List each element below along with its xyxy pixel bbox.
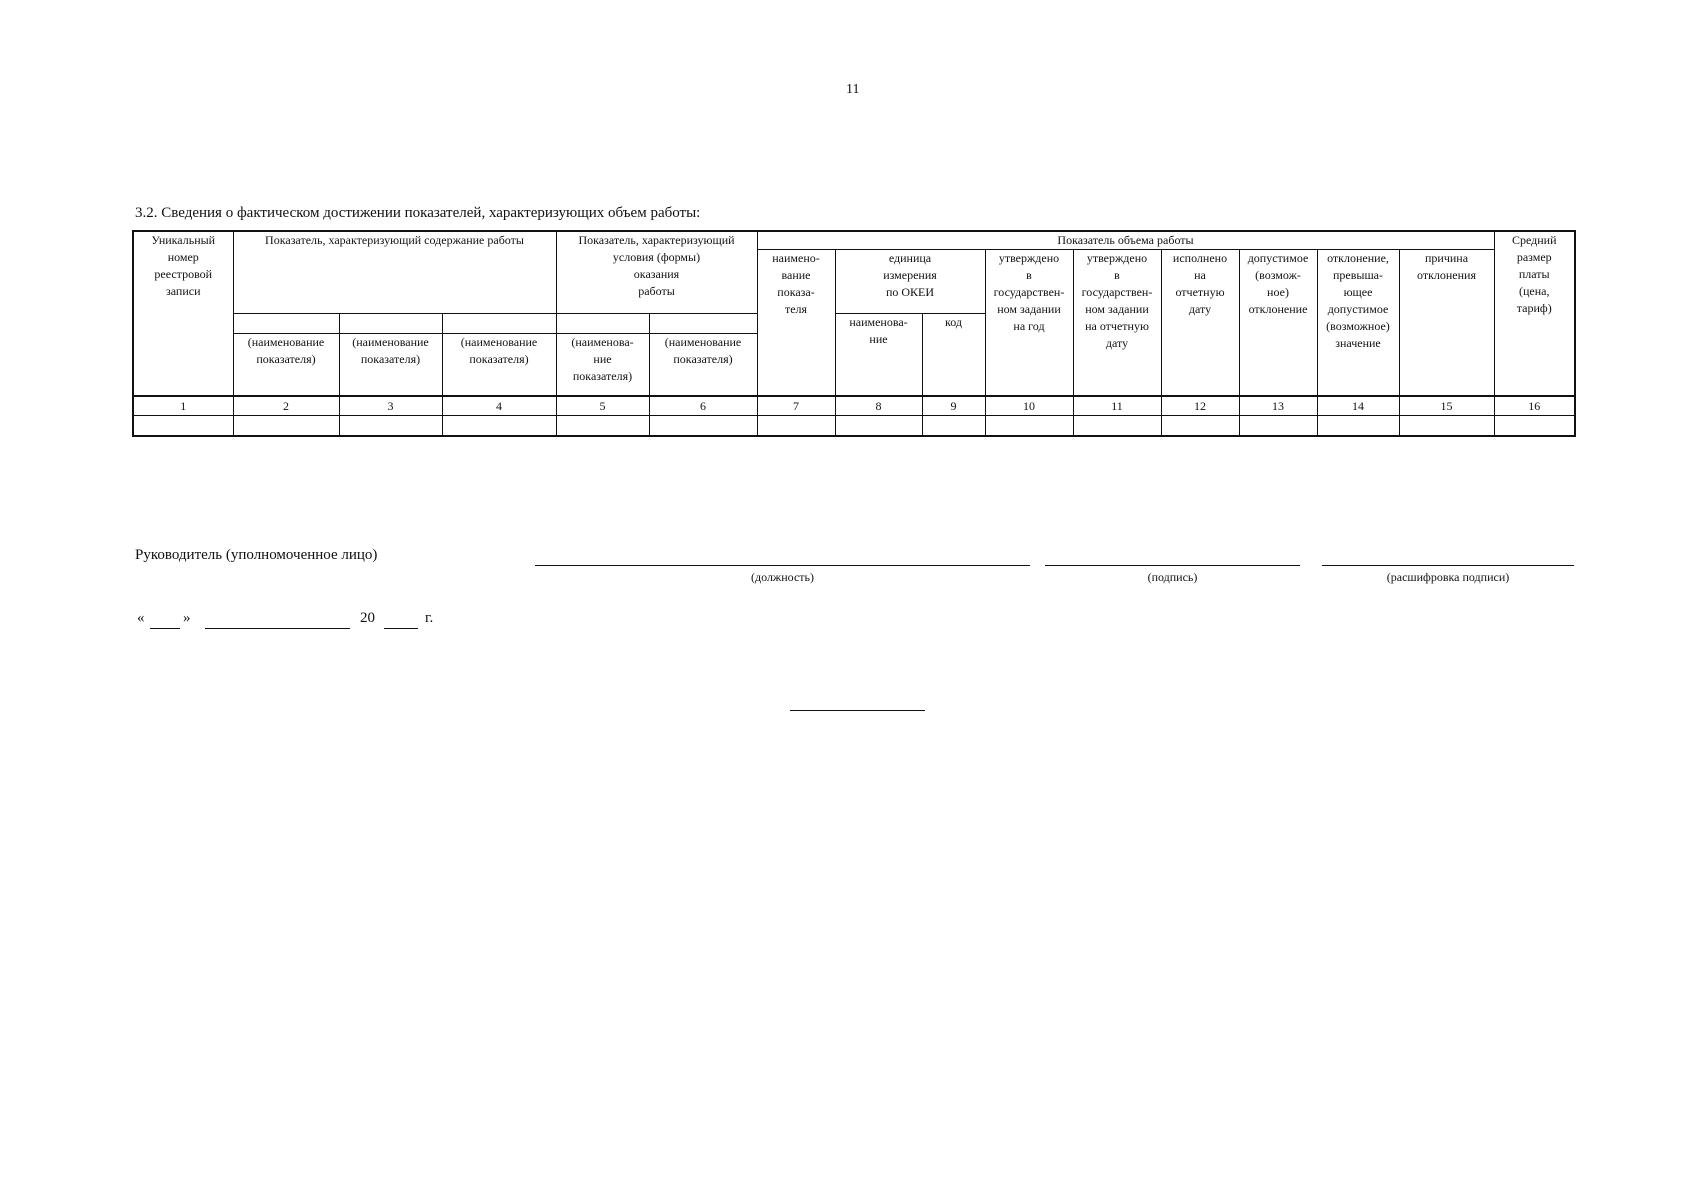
data-cell[interactable]	[133, 416, 233, 437]
header-unique-record-number: Уникальный номер реестровой записи	[133, 231, 233, 396]
data-cell[interactable]	[1161, 416, 1239, 437]
data-cell[interactable]	[339, 416, 442, 437]
column-number: 13	[1239, 396, 1317, 416]
data-cell[interactable]	[233, 416, 339, 437]
indicator-blank-cell	[649, 314, 757, 334]
date-month-field[interactable]	[205, 628, 350, 629]
date-year-prefix: 20	[360, 610, 375, 626]
header-approved-year: утверждено в государствен- ном задании на год	[985, 250, 1073, 397]
column-number: 1	[133, 396, 233, 416]
header-deviation-reason: причина отклонения	[1399, 250, 1494, 397]
indicator-blank-cell	[442, 314, 556, 334]
indicator-name-label: (наименование показателя)	[339, 334, 442, 397]
data-cell[interactable]	[1239, 416, 1317, 437]
position-field[interactable]	[535, 565, 1030, 566]
data-cell[interactable]	[1073, 416, 1161, 437]
header-content-indicator: Показатель, характеризующий содержание работы	[233, 231, 556, 314]
column-number: 11	[1073, 396, 1161, 416]
indicator-blank-cell	[339, 314, 442, 334]
header-unit-name: наименова- ние	[835, 314, 922, 397]
header-indicator-name: наимено- вание показа- теля	[757, 250, 835, 397]
footnote-divider	[790, 710, 925, 711]
signature-caption: Руководитель (уполномоченное лицо)	[135, 547, 378, 563]
header-unit-code: код	[922, 314, 985, 397]
work-volume-table	[132, 230, 1576, 437]
header-volume-indicator: Показатель объема работы	[757, 231, 1494, 250]
signature-decoding-field[interactable]	[1322, 565, 1574, 566]
data-cell[interactable]	[649, 416, 757, 437]
indicator-name-label: (наименование показателя)	[233, 334, 339, 397]
indicator-blank-cell	[556, 314, 649, 334]
data-cell[interactable]	[835, 416, 922, 437]
column-number: 6	[649, 396, 757, 416]
data-cell[interactable]	[757, 416, 835, 437]
data-cell[interactable]	[985, 416, 1073, 437]
indicator-name-label: (наименова- ние показателя)	[556, 334, 649, 397]
data-cell[interactable]	[442, 416, 556, 437]
date-day-field[interactable]	[150, 628, 180, 629]
signature-decoding-label: (расшифровка подписи)	[1386, 570, 1510, 584]
date-close-quote: »	[183, 610, 191, 626]
column-number: 15	[1399, 396, 1494, 416]
column-number: 16	[1494, 396, 1575, 416]
column-number: 5	[556, 396, 649, 416]
header-excess-deviation: отклонение, превыша- ющее допустимое (возможное) значение	[1317, 250, 1399, 397]
column-number: 7	[757, 396, 835, 416]
header-unit-okei: единица измерения по ОКЕИ	[835, 250, 985, 314]
date-year-suffix: г.	[425, 610, 434, 626]
position-label: (должность)	[751, 570, 814, 584]
column-number: 14	[1317, 396, 1399, 416]
table-row	[133, 416, 1575, 437]
column-number: 4	[442, 396, 556, 416]
header-conditions-indicator: Показатель, характеризующий условия (формы) оказания работы	[556, 231, 757, 314]
section-title: 3.2. Сведения о фактическом достижении показателей, характеризующих объем работы:	[135, 205, 701, 221]
header-allowed-deviation: допустимое (возмож- ное) отклонение	[1239, 250, 1317, 397]
data-cell[interactable]	[556, 416, 649, 437]
date-open-quote: «	[137, 610, 145, 626]
column-number: 8	[835, 396, 922, 416]
indicator-name-label: (наименование показателя)	[442, 334, 556, 397]
header-approved-date: утверждено в государствен- ном задании на отчетную дату	[1073, 250, 1161, 397]
column-number: 9	[922, 396, 985, 416]
column-number: 12	[1161, 396, 1239, 416]
date-year-field[interactable]	[384, 628, 418, 629]
data-cell[interactable]	[1317, 416, 1399, 437]
data-cell[interactable]	[922, 416, 985, 437]
data-cell[interactable]	[1399, 416, 1494, 437]
page-number: 11	[846, 82, 860, 97]
data-cell[interactable]	[1494, 416, 1575, 437]
signature-label: (подпись)	[1147, 570, 1198, 584]
header-executed: исполнено на отчетную дату	[1161, 250, 1239, 397]
column-number: 2	[233, 396, 339, 416]
indicator-blank-cell	[233, 314, 339, 334]
indicator-name-label: (наименование показателя)	[649, 334, 757, 397]
column-number: 10	[985, 396, 1073, 416]
signature-field[interactable]	[1045, 565, 1300, 566]
column-number: 3	[339, 396, 442, 416]
header-average-payment: Средний размер платы (цена, тариф)	[1494, 231, 1575, 396]
